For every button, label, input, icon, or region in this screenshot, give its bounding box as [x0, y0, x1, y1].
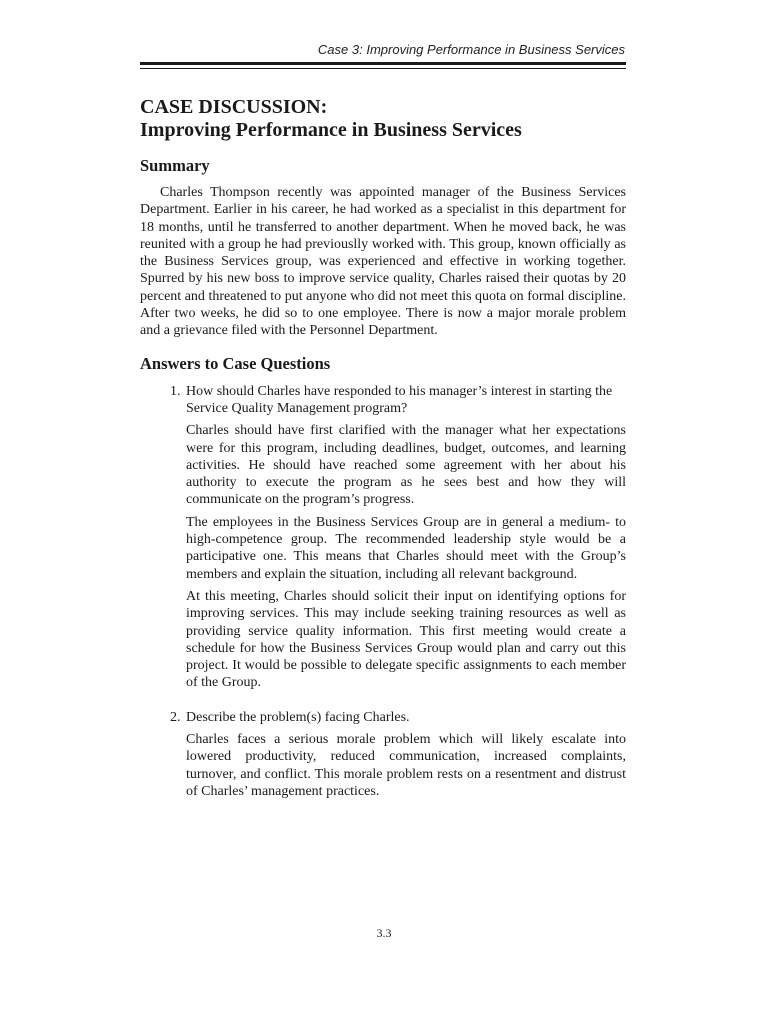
answer-paragraph: Charles faces a serious morale problem which will likely escalate into lowered productivity, reduced communication, increased complaints, turnover, and conflict. This morale problem rests on a resentment and distrust of Charles’ management practices.: [186, 732, 626, 799]
answers-heading: Answers to Case Questions: [140, 353, 331, 373]
question-list: [140, 383, 626, 801]
answer-paragraph: The employees in the Business Services Group are in general a medium- to high-competence group. The recommended leadership style would be a participative one. This means that Charles should meet with the Group’s members and explain the situation, including all relevant background.: [186, 514, 626, 582]
summary-heading: Summary: [140, 156, 210, 175]
summary-section: [140, 156, 626, 340]
main-content: [140, 96, 626, 800]
title-line-2: Improving Performance in Business Services: [140, 119, 522, 141]
question-item-1: [140, 383, 626, 692]
summary-paragraph: Charles Thompson recently was appointed manager of the Business Services Department. Earlier in his career, he had worked as a specialist in this department for 18 months, until he transferred to another department. When he moved back, he was reunited with a group he had previouslly worked with. This group, known officially as the Business Services group, was experienced and effective in working together. Spurred by his new boss to improve service quality, Charles raised their quotas by 20 percent and threatened to put anyone who did not meet this quota on formal discipline. After two weeks, he did so to one employee. There is now a major morale problem and a grievance filed with the Personnel Department.: [140, 185, 626, 339]
answer-paragraph: At this meeting, Charles should solicit their input on identifying options for improving services. This may include seeking training resources as well as providing service quality information. This first meeting would create a schedule for how the Business Services Group would plan and carry out this project. It would be possible to delegate specific assignments to each member of the Group.: [186, 588, 626, 691]
answers-section: [140, 354, 626, 801]
page-title: [140, 96, 626, 142]
running-head: Case 3: Improving Performance in Business Services: [317, 42, 625, 57]
answer-paragraph: Charles should have first clarified with the manager what her expectations were for this program, including deadlines, budget, outcomes, and learning activities. He should have reached some agreement with her about his authority to execute the program as he sees best and how they will communicate on the program’s progress.: [186, 423, 626, 508]
question-number: 1.: [170, 383, 181, 399]
page-number: 3.3: [376, 926, 392, 940]
question-text: How should Charles have responded to his manager’s interest in starting the Service Quality Management program?: [186, 383, 613, 416]
question-item-2: [140, 709, 626, 800]
header-rule-thin: [140, 68, 626, 69]
header-rule-thick: [140, 62, 626, 65]
title-line-1: CASE DISCUSSION:: [140, 96, 328, 118]
question-number: 2.: [170, 709, 181, 725]
question-text: Describe the problem(s) facing Charles.: [186, 709, 410, 725]
